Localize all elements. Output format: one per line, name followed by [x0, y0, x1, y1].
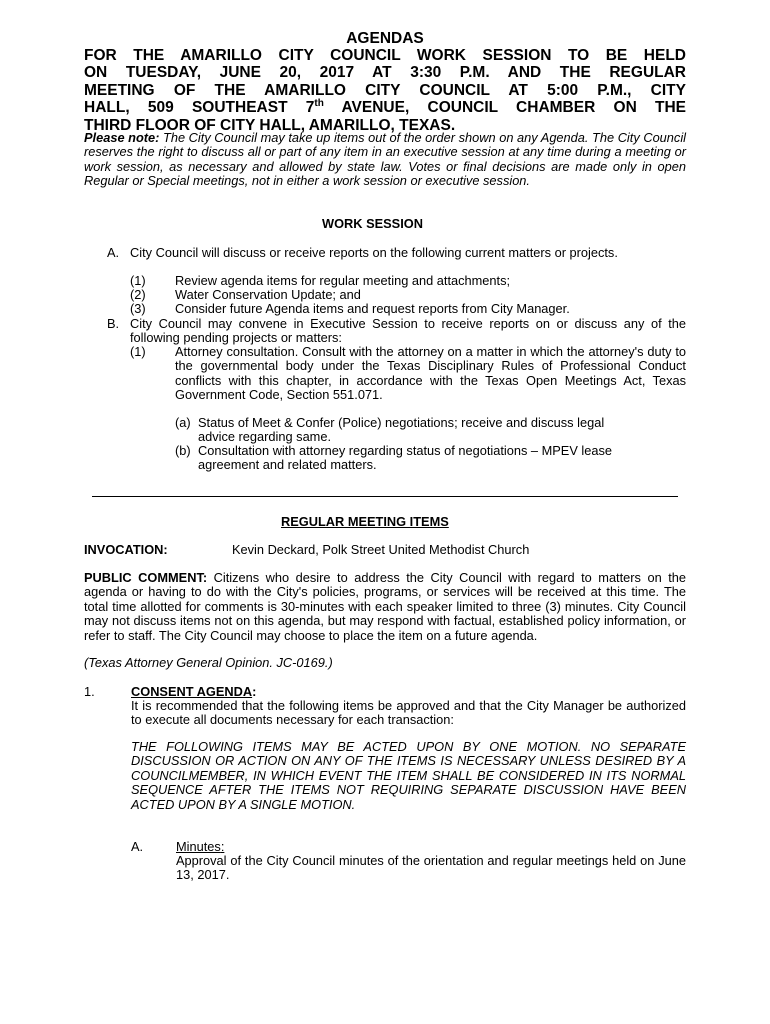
work-item-b1-text: Attorney consultation. Consult with the attorney on a matter in which the attorney's duty to the governmental body under the Texas Disciplinary Rules of Professional Conduct conflicts with this chapter, in accordance with the Texas Open Meetings Act, Texas Government Code, Section 551.071. [175, 344, 686, 403]
invocation-text: Kevin Deckard, Polk Street United Methodist Church [232, 542, 530, 557]
heading-line-4-start: HALL, 509 SOUTHEAST 7 [84, 99, 315, 117]
work-item-b1-marker: (1) [130, 344, 146, 359]
consent-agenda-intro: It is recommended that the following items be approved and that the City Manager be authorized to execute all documents necessary for each transaction: [131, 698, 686, 728]
consent-agenda-marker: 1. [84, 684, 95, 699]
please-note-text: The City Council may take up items out of the order shown on any Agenda. The City Council reserves the right to discuss all or part of any item in an executive session at any time during a meeting or work session, as necessary and allowed by state law. Votes or final decisions are made only in open Regular or Special meetings, not in either a work session or executive session. [84, 130, 687, 189]
section-divider [92, 496, 678, 497]
heading-line-4-end: AVENUE, COUNCIL CHAMBER ON THE [323, 99, 686, 117]
work-item-a-text: City Council will discuss or receive reports on the following current matters or projects. [130, 245, 618, 260]
work-item-a1-marker: (1) [130, 273, 146, 288]
work-item-a-marker: A. [107, 245, 120, 260]
work-item-a3-text: Consider future Agenda items and request reports from City Manager. [175, 301, 570, 316]
work-item-b1a-marker: (a) [175, 415, 191, 430]
work-item-b-text: City Council may convene in Executive Session to receive reports on or discuss any of the following pending projects or matters: [130, 316, 686, 346]
heading-line-4-superscript: th [314, 98, 324, 110]
minutes-item-text: Approval of the City Council minutes of the orientation and regular meetings held on June 13, 2017. [176, 853, 686, 883]
public-comment-text: Citizens who desire to address the City Council with regard to matters on the agenda or having to do with the City's policies, programs, or services will be received at this time. The total time allotted for comments is 30-minutes with each speaker limited to three (3) minutes. City Council may not discuss items not on this agenda, but may respond with factual, established policy information, or refer to staff. The City Council may choose to place the item on a future agenda. [84, 570, 687, 643]
consent-agenda-title: CONSENT AGENDA [131, 684, 253, 699]
heading-line-1: FOR THE AMARILLO CITY COUNCIL WORK SESSION TO BE HELD [84, 47, 686, 64]
agenda-header [84, 30, 686, 134]
work-item-a2-text: Water Conservation Update; and [175, 287, 361, 302]
public-comment [84, 571, 686, 643]
consent-agenda-notice: THE FOLLOWING ITEMS MAY BE ACTED UPON BY ONE MOTION. NO SEPARATE DISCUSSION OR ACTION ON ANY OF THE ITEMS IS NECESSARY UNLESS DESIRED BY A COUNCILMEMBER, IN WHICH EVENT THE ITEM SHALL BE CONSIDERED IN ITS NORMAL SEQUENCE AFTER THE ITEMS NOT REQUIRING SEPARATE DISCUSSION HAVE BEEN ACTED UPON BY A SINGLE MOTION. [131, 739, 686, 812]
minutes-item-marker: A. [131, 839, 144, 854]
agenda-title: AGENDAS [346, 30, 424, 47]
work-item-b1b-marker: (b) [175, 443, 191, 458]
work-item-a1-text: Review agenda items for regular meeting and attachments; [175, 273, 511, 288]
regular-meeting-title: REGULAR MEETING ITEMS [281, 514, 449, 529]
heading-line-4 [84, 99, 686, 116]
heading-line-3: MEETING OF THE AMARILLO CITY COUNCIL AT 5:00 P.M., CITY [84, 81, 686, 99]
minutes-item-colon: : [220, 839, 225, 854]
invocation-label: INVOCATION: [84, 542, 168, 557]
work-item-a3-marker: (3) [130, 301, 146, 316]
public-comment-label: PUBLIC COMMENT: [84, 570, 208, 585]
work-item-b1a-text: Status of Meet & Confer (Police) negotiations; receive and discuss legal advice regarding same. [198, 415, 605, 445]
consent-agenda-colon: : [252, 684, 257, 699]
work-session-title: WORK SESSION [322, 216, 423, 231]
work-item-a2-marker: (2) [130, 287, 146, 302]
public-comment-citation: (Texas Attorney General Opinion. JC-0169.) [84, 655, 333, 670]
work-item-b-marker: B. [107, 316, 120, 331]
work-item-b1b-text: Consultation with attorney regarding status of negotiations – MPEV lease agreement and related matters. [198, 443, 613, 473]
please-note-label: Please note: [84, 130, 160, 145]
heading-line-2: ON TUESDAY, JUNE 20, 2017 AT 3:30 P.M. AND THE REGULAR [84, 64, 686, 82]
please-note [84, 131, 686, 189]
heading-line-5: THIRD FLOOR OF CITY HALL, AMARILLO, TEXAS. [84, 116, 456, 134]
minutes-item-title: Minutes [176, 839, 221, 854]
